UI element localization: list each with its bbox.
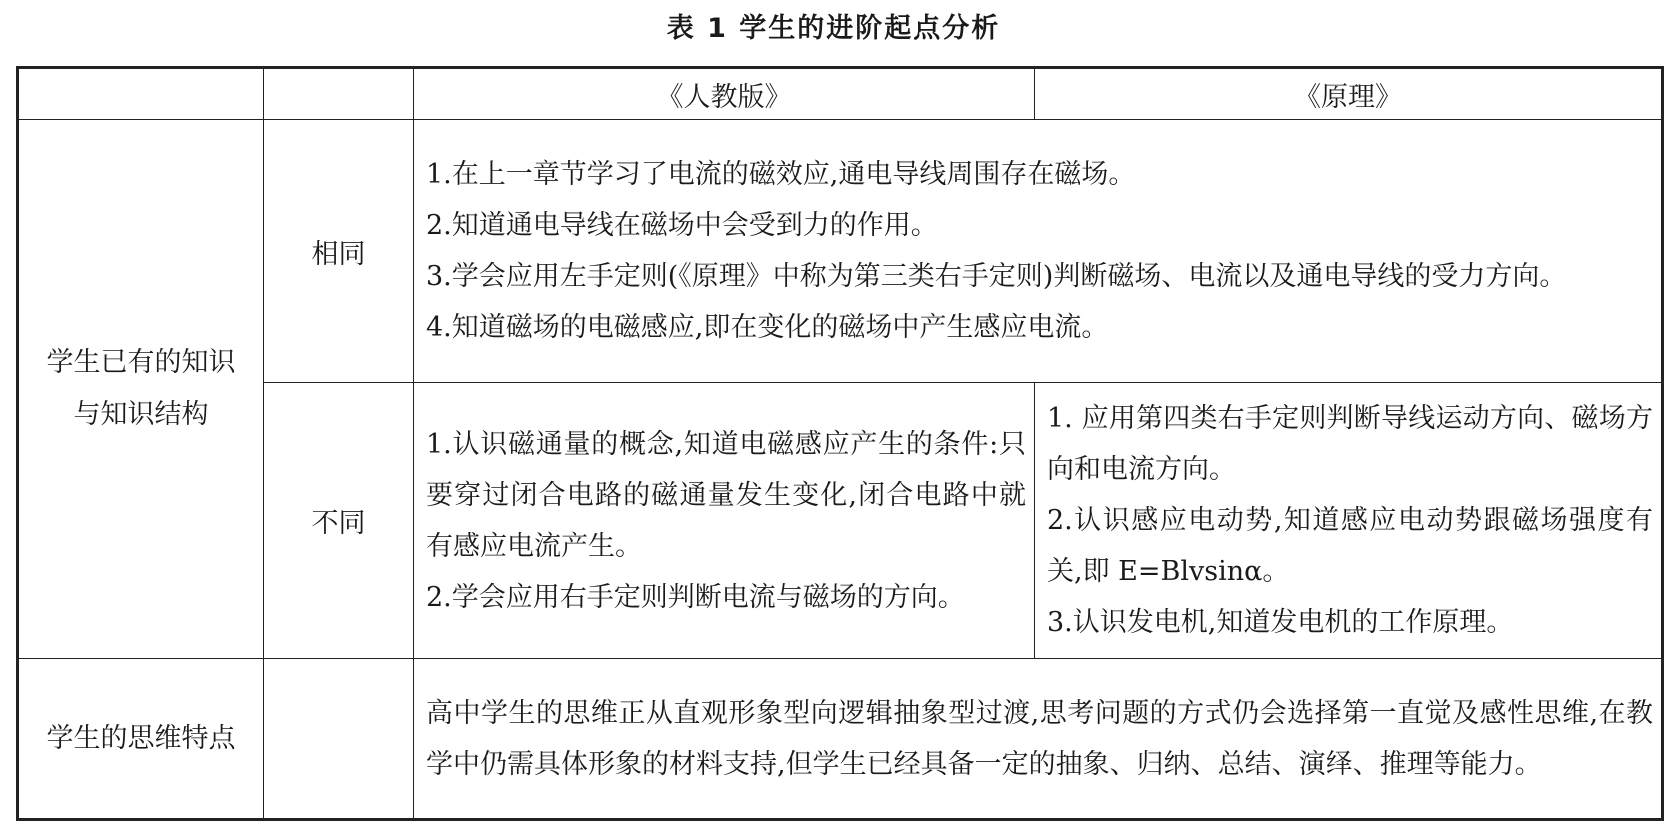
same-line: 4.知道磁场的电磁感应,即在变化的磁场中产生感应电流。 <box>426 312 1109 344</box>
header-empty-1 <box>18 68 264 120</box>
same-line: 1.在上一章节学习了电流的磁效应,通电导线周围存在磁场。 <box>426 159 1136 191</box>
same-line: 2.知道通电导线在磁场中会受到力的作用。 <box>426 210 938 242</box>
header-row <box>18 68 1663 120</box>
different-principle-line: 3.认识发电机,知道发电机的工作原理。 <box>1047 607 1514 639</box>
different-principle-content <box>1035 383 1663 659</box>
same-row <box>18 120 1663 383</box>
header-pep: 《人教版》 <box>414 68 1035 120</box>
different-principle-line: 1. 应用第四类右手定则判断导线运动方向、磁场方向和电流方向。 <box>1047 403 1653 486</box>
header-empty-2 <box>264 68 414 120</box>
different-pep-line: 1.认识磁通量的概念,知道电磁感应产生的条件:只要穿过闭合电路的磁通量发生变化,闭合电路中就有感应电流产生。 <box>426 428 1026 562</box>
knowledge-label <box>18 120 264 659</box>
analysis-table <box>16 66 1664 821</box>
different-row <box>18 383 1663 659</box>
different-principle-line: 2.认识感应电动势,知道感应电动势跟磁场强度有关,即 E=Blvsinα。 <box>1047 505 1653 588</box>
header-principle: 《原理》 <box>1035 68 1663 120</box>
thinking-content: 高中学生的思维正从直观形象型向逻辑抽象型过渡,思考问题的方式仍会选择第一直觉及感性思维,在教学中仍需具体形象的材料支持,但学生已经具备一定的抽象、归纳、总结、演绎、推理等能力。 <box>414 659 1663 820</box>
thinking-empty <box>264 659 414 820</box>
different-pep-line: 2.学会应用右手定则判断电流与磁场的方向。 <box>426 581 965 613</box>
different-pep-content <box>414 383 1035 659</box>
thinking-label: 学生的思维特点 <box>18 659 264 820</box>
table-caption: 表 1 学生的进阶起点分析 <box>666 13 1001 44</box>
thinking-row <box>18 659 1663 820</box>
knowledge-label-text: 学生已有的知识与知识结构 <box>46 347 236 431</box>
same-content <box>414 120 1663 383</box>
same-label: 相同 <box>264 120 414 383</box>
same-line: 3.学会应用左手定则(《原理》中称为第三类右手定则)判断磁场、电流以及通电导线的受力方向。 <box>426 261 1567 293</box>
different-label: 不同 <box>264 383 414 659</box>
